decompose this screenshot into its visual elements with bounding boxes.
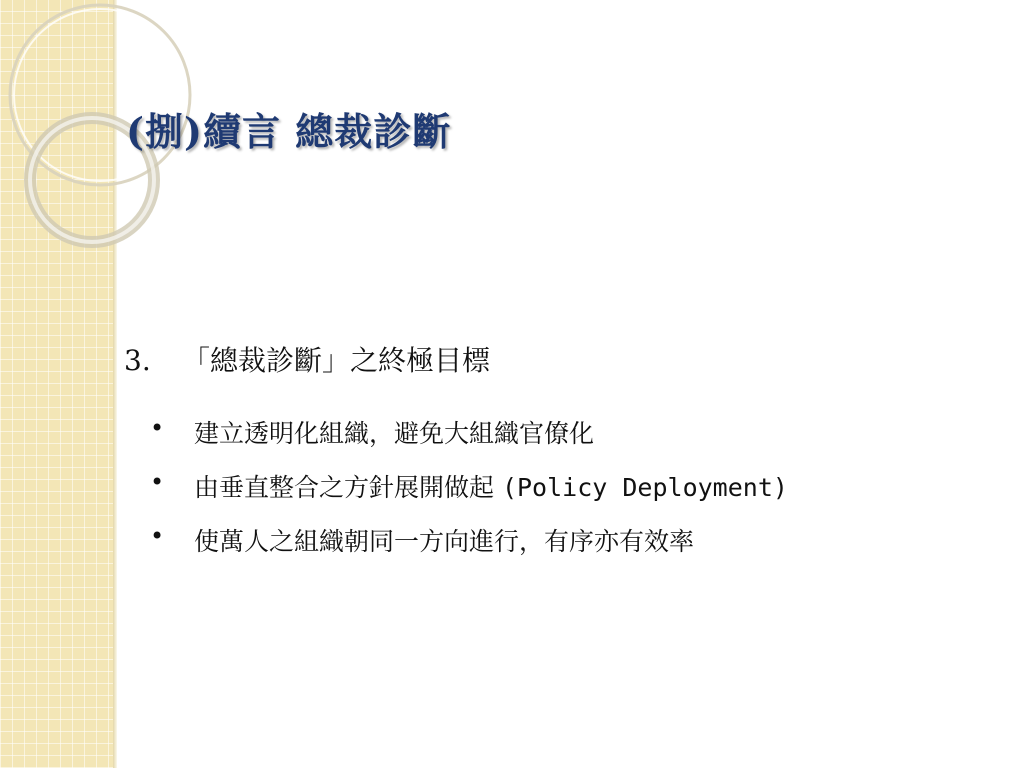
section-number: 3. — [124, 344, 151, 377]
bullet-item — [150, 522, 788, 576]
bullet-text: 建立透明化組織，避免大組織官僚化 — [194, 419, 595, 448]
section-heading — [124, 339, 490, 379]
bullet-text-english: (Policy Deployment) — [501, 473, 788, 502]
bullet-text: 使萬人之組織朝同一方向進行，有序亦有效率 — [194, 527, 695, 556]
bullet-dot-icon: • — [150, 414, 165, 442]
side-panel-edge — [113, 0, 117, 768]
decorative-side-panel — [0, 0, 113, 768]
bullet-text: 由垂直整合之方針展開做起 — [194, 473, 502, 502]
bullet-list — [150, 414, 788, 576]
bullet-dot-icon: • — [150, 522, 165, 550]
bullet-dot-icon: • — [150, 468, 165, 496]
bullet-item — [150, 414, 788, 468]
section-heading-text: 「總裁診斷」之終極目標 — [182, 344, 491, 377]
slide-title: (捌)續言 總裁診斷 — [126, 109, 452, 154]
bullet-item — [150, 468, 788, 522]
